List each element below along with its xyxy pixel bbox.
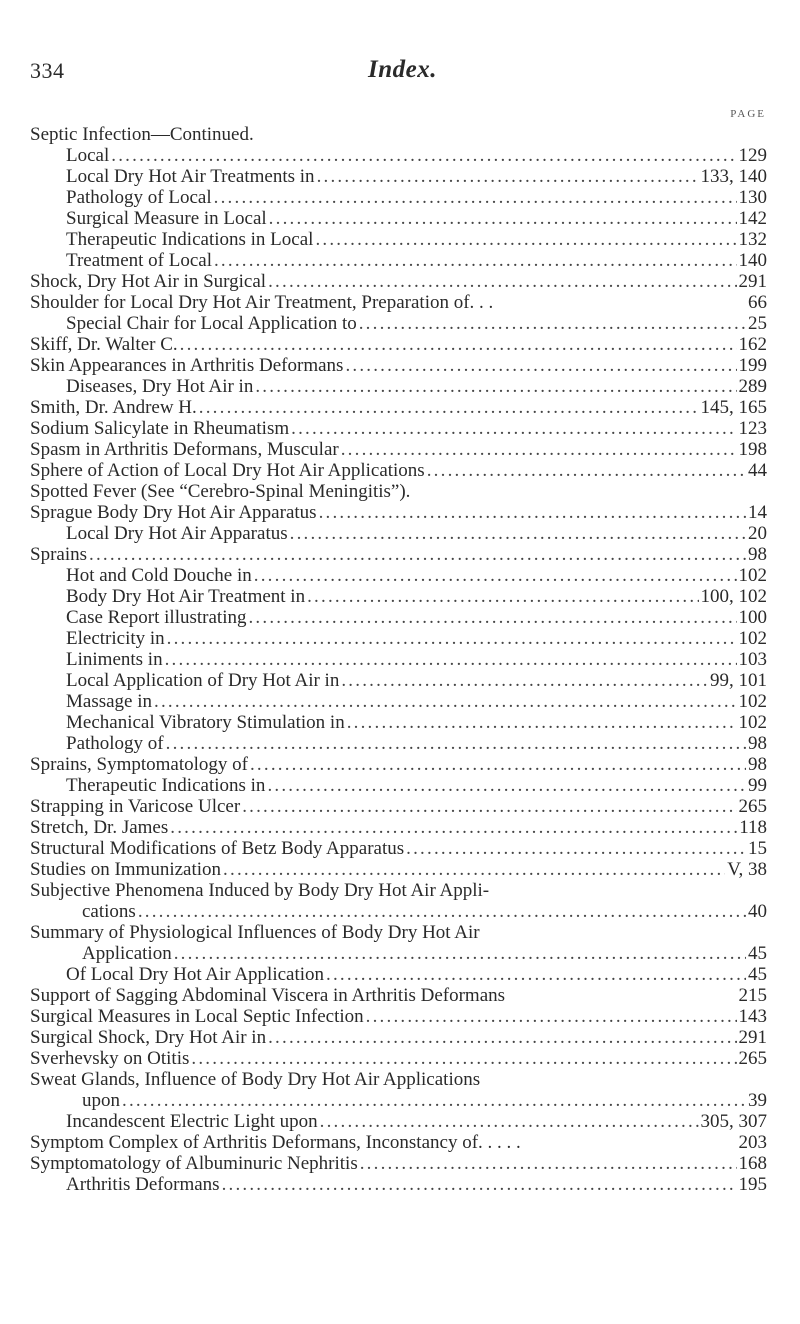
index-entry-text: Of Local Dry Hot Air Application [66,964,325,985]
dot-leader [360,1153,737,1174]
index-entry-page: 25 [748,313,767,334]
index-entry-page: 199 [738,355,767,376]
index-entry-page: 140 [738,250,767,271]
index-entry-text: Subjective Phenomena Induced by Body Dry Hot Air Appli- [30,880,490,901]
index-entry [30,1174,767,1195]
index-entry [30,166,767,187]
dot-leader [167,628,737,649]
index-entry [30,313,767,334]
index-entry [30,1111,767,1132]
index-entry-text: Symptomatology of Albuminuric Nephritis [30,1153,358,1174]
index-entry-text: Electricity in [66,628,165,649]
index-entry [30,439,767,460]
index-entry-page: 98 [748,544,767,565]
index-entry-page: 142 [738,208,767,229]
index-entry [30,586,767,607]
dot-leader [347,712,737,733]
index-entry [30,124,767,145]
index-entry-text: Skiff, Dr. Walter C. [30,334,178,355]
index-entry-text: Structural Modifications of Betz Body Apparatus [30,838,405,859]
index-entry-page: 44 [748,460,767,481]
index-entry-page: 123 [738,418,767,439]
index-entry-text: Special Chair for Local Application to [66,313,357,334]
index-entry-page: 100, 102 [700,586,767,607]
index-entry-text: Stretch, Dr. James [30,817,169,838]
index-entry [30,880,767,901]
dot-leader [242,796,736,817]
index-entry [30,796,767,817]
index-entry-text: Case Report illustrating [66,607,247,628]
dot-leader [222,1174,737,1195]
index-entry-text: Sprains [30,544,87,565]
index-entry-page: 102 [738,691,767,712]
dot-leader [166,733,746,754]
index-entry-text: Shoulder for Local Dry Hot Air Treatment, Preparation of. . . [30,292,494,313]
dot-leader [319,502,746,523]
index-entry-text: Sphere of Action of Local Dry Hot Air Applications [30,460,425,481]
index-entry [30,691,767,712]
index-entry [30,964,767,985]
index-entry-page: 99, 101 [710,670,767,691]
index-entry [30,775,767,796]
index-entry-text: Body Dry Hot Air Treatment in [66,586,306,607]
index-entry-list [30,124,767,1195]
index-entry-text: Local [66,145,110,166]
index-entry-text: Strapping in Varicose Ulcer [30,796,241,817]
index-entry [30,1069,767,1090]
index-entry [30,418,767,439]
index-entry [30,859,767,880]
dot-leader [214,187,737,208]
index-entry-page: 289 [738,376,767,397]
index-entry-text: Sodium Salicylate in Rheumatism [30,418,290,439]
page-header [30,58,770,92]
index-entry-text: Liniments in [66,649,163,670]
index-entry [30,733,767,754]
index-entry-page: 168 [738,1153,767,1174]
dot-leader [317,166,699,187]
dot-leader [174,943,746,964]
dot-leader [326,964,746,985]
index-entry-page: 265 [738,1048,767,1069]
index-entry-text: Studies on Immunization [30,859,222,880]
index-entry [30,208,767,229]
index-entry-text: Shock, Dry Hot Air in Surgical [30,271,267,292]
dot-leader [406,838,746,859]
index-entry [30,901,767,922]
index-entry [30,355,767,376]
index-entry-page: 102 [738,628,767,649]
index-entry [30,1132,767,1153]
index-entry-text: Local Dry Hot Air Apparatus [66,523,288,544]
index-entry-page: 98 [748,754,767,775]
index-entry-page: 45 [748,943,767,964]
index-entry-page: 145, 165 [700,397,767,418]
index-entry-page: 99 [748,775,767,796]
index-entry-page: 98 [748,733,767,754]
dot-leader [267,775,746,796]
dot-leader [254,565,737,586]
dot-leader [199,397,699,418]
index-entry-text: Pathology of Local [66,187,212,208]
index-entry-text: Septic Infection—Continued. [30,124,254,145]
index-entry-text: Treatment of Local [66,250,212,271]
index-entry-page: 100 [738,607,767,628]
index-entry-text: Therapeutic Indications in Local [66,229,314,250]
index-entry [30,481,767,502]
index-entry [30,1090,767,1111]
dot-leader [191,1048,736,1069]
index-entry [30,1027,767,1048]
index-entry-page: 118 [739,817,767,838]
index-entry-text: Arthritis Deformans [66,1174,220,1195]
dot-leader [290,523,746,544]
index-entry-text: cations [82,901,136,922]
index-entry-text: Spasm in Arthritis Deformans, Muscular [30,439,339,460]
dot-leader [366,1006,737,1027]
index-entry [30,649,767,670]
index-entry-page: 66 [748,292,767,313]
dot-leader [269,208,737,229]
dot-leader [255,376,736,397]
index-entry-page: 39 [748,1090,767,1111]
index-entry-page: 265 [738,796,767,817]
dot-leader [154,691,736,712]
index-entry-page: 102 [738,565,767,586]
index-entry-text: Incandescent Electric Light upon [66,1111,318,1132]
dot-leader [165,649,737,670]
dot-leader [268,271,736,292]
index-entry-text: Summary of Physiological Influences of Body Dry Hot Air [30,922,480,943]
dot-leader [250,754,746,775]
index-entry-page: 291 [738,271,767,292]
index-entry-text: Surgical Measures in Local Septic Infection [30,1006,364,1027]
index-entry [30,502,767,523]
index-entry [30,376,767,397]
dot-leader [359,313,746,334]
index-entry-text: Therapeutic Indications in [66,775,266,796]
index-entry-text: Sprains, Symptomatology of [30,754,248,775]
index-entry-text: Local Dry Hot Air Treatments in [66,166,315,187]
dot-leader [320,1111,699,1132]
index-entry-text: Spotted Fever (See “Cerebro-Spinal Meningitis”). [30,481,411,502]
index-entry-text: Application [82,943,172,964]
index-entry-page: 103 [738,649,767,670]
index-entry-page: 143 [738,1006,767,1027]
index-entry-text: Hot and Cold Douche in [66,565,252,586]
index-entry [30,838,767,859]
index-entry-text: Surgical Shock, Dry Hot Air in [30,1027,267,1048]
dot-leader [214,250,737,271]
index-entry-page: V, 38 [727,859,767,880]
index-entry [30,292,767,313]
index-entry [30,817,767,838]
index-entry-page: 291 [738,1027,767,1048]
index-entry [30,229,767,250]
index-entry-text: Local Application of Dry Hot Air in [66,670,340,691]
running-title: Index. [368,56,437,83]
dot-leader [170,817,737,838]
dot-leader [89,544,746,565]
dot-leader [223,859,725,880]
index-entry [30,523,767,544]
dot-leader [268,1027,736,1048]
index-entry [30,397,767,418]
index-entry-text: upon [82,1090,120,1111]
index-entry [30,1006,767,1027]
index-entry-text: Massage in [66,691,153,712]
index-entry-page: 132 [738,229,767,250]
dot-leader [122,1090,746,1111]
index-entry-page: 40 [748,901,767,922]
index-entry [30,271,767,292]
index-entry-page: 129 [738,145,767,166]
index-entry [30,187,767,208]
dot-leader [307,586,698,607]
index-entry [30,334,767,355]
dot-leader [345,355,736,376]
page-column-label: PAGE [730,108,766,120]
index-entry [30,565,767,586]
index-entry [30,712,767,733]
index-entry [30,544,767,565]
dot-leader [111,145,736,166]
index-entry [30,754,767,775]
index-entry [30,1048,767,1069]
index-entry-page: 130 [738,187,767,208]
index-entry-page: 198 [738,439,767,460]
index-entry-text: Surgical Measure in Local [66,208,267,229]
index-entry-text: Sweat Glands, Influence of Body Dry Hot Air Applications [30,1069,481,1090]
index-entry [30,943,767,964]
index-entry-text: Smith, Dr. Andrew H. [30,397,197,418]
index-entry [30,670,767,691]
index-entry [30,1153,767,1174]
index-entry-page: 20 [748,523,767,544]
index-entry-text: Pathology of [66,733,164,754]
index-entry-text: Symptom Complex of Arthritis Deformans, Inconstancy of. . . . . [30,1132,521,1153]
index-entry-text: Diseases, Dry Hot Air in [66,376,254,397]
dot-leader [315,229,736,250]
index-entry-text: Sverhevsky on Otitis [30,1048,190,1069]
index-entry-page: 133, 140 [700,166,767,187]
index-entry-page: 195 [738,1174,767,1195]
page-number: 334 [30,58,65,83]
index-entry-text: Mechanical Vibratory Stimulation in [66,712,345,733]
dot-leader [341,670,708,691]
index-entry-page: 162 [738,334,767,355]
index-entry [30,922,767,943]
index-entry [30,460,767,481]
dot-leader [248,607,736,628]
dot-leader [291,418,736,439]
index-entry [30,250,767,271]
index-entry-page: 215 [738,985,767,1006]
index-entry-text: Support of Sagging Abdominal Viscera in Arthritis Deformans [30,985,506,1006]
index-entry-page: 203 [738,1132,767,1153]
dot-leader [138,901,746,922]
dot-leader [180,334,737,355]
index-entry-page: 102 [738,712,767,733]
index-entry-page: 305, 307 [700,1111,767,1132]
index-entry [30,985,767,1006]
index-entry-page: 45 [748,964,767,985]
dot-leader [427,460,746,481]
index-entry-page: 14 [748,502,767,523]
index-entry-page: 15 [748,838,767,859]
dot-leader [341,439,737,460]
index-entry [30,607,767,628]
index-entry [30,145,767,166]
index-entry [30,628,767,649]
index-entry-text: Sprague Body Dry Hot Air Apparatus [30,502,317,523]
index-entry-text: Skin Appearances in Arthritis Deformans [30,355,344,376]
